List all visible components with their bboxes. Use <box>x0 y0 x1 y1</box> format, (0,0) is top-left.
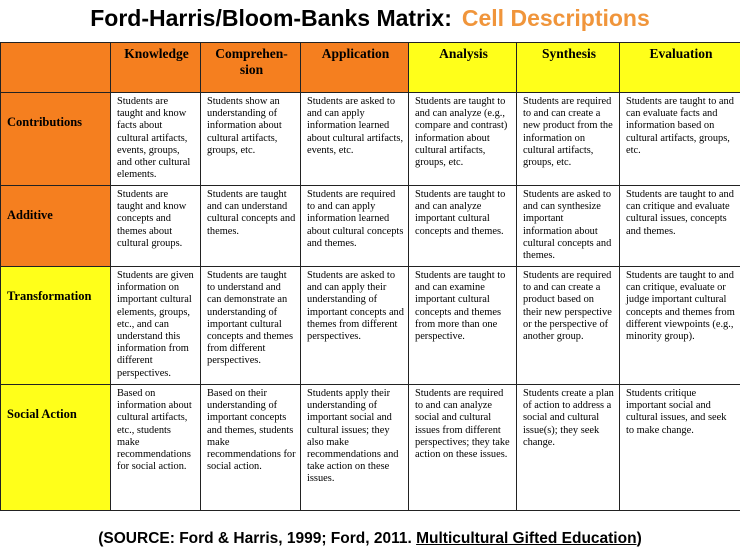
row-header-transformation: Transformation <box>1 267 111 385</box>
column-header-knowledge: Knowledge <box>111 43 201 93</box>
cell-social-action-analysis: Students are required to and can analyze social and cultural issues from different perspectives; they take action on these issues. <box>409 385 517 511</box>
column-header-application: Application <box>301 43 409 93</box>
source-book-title: Multicultural Gifted Education <box>416 530 637 547</box>
column-header-comprehension <box>201 43 301 93</box>
page-title <box>0 5 740 32</box>
cell-social-action-evaluation: Students critique important social and cultural issues, and seek to make change. <box>620 385 740 511</box>
column-header-evaluation: Evaluation <box>620 43 740 93</box>
cell-transformation-synthesis: Students are required to and can create a product based on their new perspective or the perspective of another group. <box>517 267 620 385</box>
row-contributions <box>1 93 740 186</box>
cell-contributions-evaluation: Students are taught to and can evaluate facts and information based on cultural artifacts, groups, etc. <box>620 93 740 186</box>
row-header-additive: Additive <box>1 186 111 267</box>
cell-additive-knowledge: Students are taught and know concepts and themes about cultural groups. <box>111 186 201 267</box>
cell-contributions-knowledge: Students are taught and know facts about cultural artifacts, events, groups, and other cultural elements. <box>111 93 201 186</box>
source-citation <box>0 530 740 548</box>
cell-transformation-evaluation: Students are taught to and can critique, evaluate or judge important cultural concepts and themes from different viewpoints (e.g., minority group). <box>620 267 740 385</box>
column-header-analysis: Analysis <box>409 43 517 93</box>
row-additive <box>1 186 740 267</box>
cell-contributions-synthesis: Students are required to and can create a new product from the information on cultural artifacts, groups, etc. <box>517 93 620 186</box>
header-row <box>1 43 740 93</box>
cell-contributions-comprehension: Students show an understanding of information about cultural artifacts, groups, etc. <box>201 93 301 186</box>
cell-transformation-comprehension: Students are taught to understand and can demonstrate an understanding of important cultural concepts and themes from different perspectives. <box>201 267 301 385</box>
matrix-table <box>0 42 740 511</box>
column-header-synthesis: Synthesis <box>517 43 620 93</box>
row-transformation <box>1 267 740 385</box>
row-header-social-action: Social Action <box>1 385 111 511</box>
cell-additive-synthesis: Students are asked to and can synthesize important information about cultural concepts and themes. <box>517 186 620 267</box>
cell-social-action-comprehension: Based on their understanding of important concepts and themes, students make recommendations for social action. <box>201 385 301 511</box>
cell-contributions-analysis: Students are taught to and can analyze (e.g., compare and contrast) information about cultural artifacts, groups, etc. <box>409 93 517 186</box>
corner-cell <box>1 43 111 93</box>
title-accent: Cell Descriptions <box>461 5 650 31</box>
comprehension-label: Comprehen- sion <box>215 46 288 77</box>
cell-transformation-analysis: Students are taught to and can examine important cultural concepts and themes from more than one perspective. <box>409 267 517 385</box>
cell-transformation-knowledge: Students are given information on important cultural elements, groups, etc., and can understand this information from different perspectives. <box>111 267 201 385</box>
row-header-contributions: Contributions <box>1 93 111 186</box>
cell-additive-comprehension: Students are taught and can understand cultural concepts and themes. <box>201 186 301 267</box>
cell-contributions-application: Students are asked to and can apply information learned about cultural artifacts, events, etc. <box>301 93 409 186</box>
cell-additive-analysis: Students are taught to and can analyze important cultural concepts and themes. <box>409 186 517 267</box>
cell-transformation-application: Students are asked to and can apply their understanding of important concepts and themes from different perspectives. <box>301 267 409 385</box>
cell-additive-evaluation: Students are taught to and can critique and evaluate cultural issues, concepts and themes. <box>620 186 740 267</box>
source-prefix: (SOURCE: Ford & Harris, 1999; Ford, 2011. <box>98 530 412 547</box>
cell-social-action-application: Students apply their understanding of important social and cultural issues; they also make recommendations and take action on these issues. <box>301 385 409 511</box>
cell-social-action-synthesis: Students create a plan of action to address a social and cultural issue(s); they seek change. <box>517 385 620 511</box>
cell-additive-application: Students are required to and can apply information learned about cultural concepts and themes. <box>301 186 409 267</box>
cell-social-action-knowledge: Based on information about cultural artifacts, etc., students make recommendations for social action. <box>111 385 201 511</box>
title-main: Ford-Harris/Bloom-Banks Matrix: <box>90 5 452 31</box>
source-suffix: ) <box>636 530 642 547</box>
row-social-action <box>1 385 740 511</box>
